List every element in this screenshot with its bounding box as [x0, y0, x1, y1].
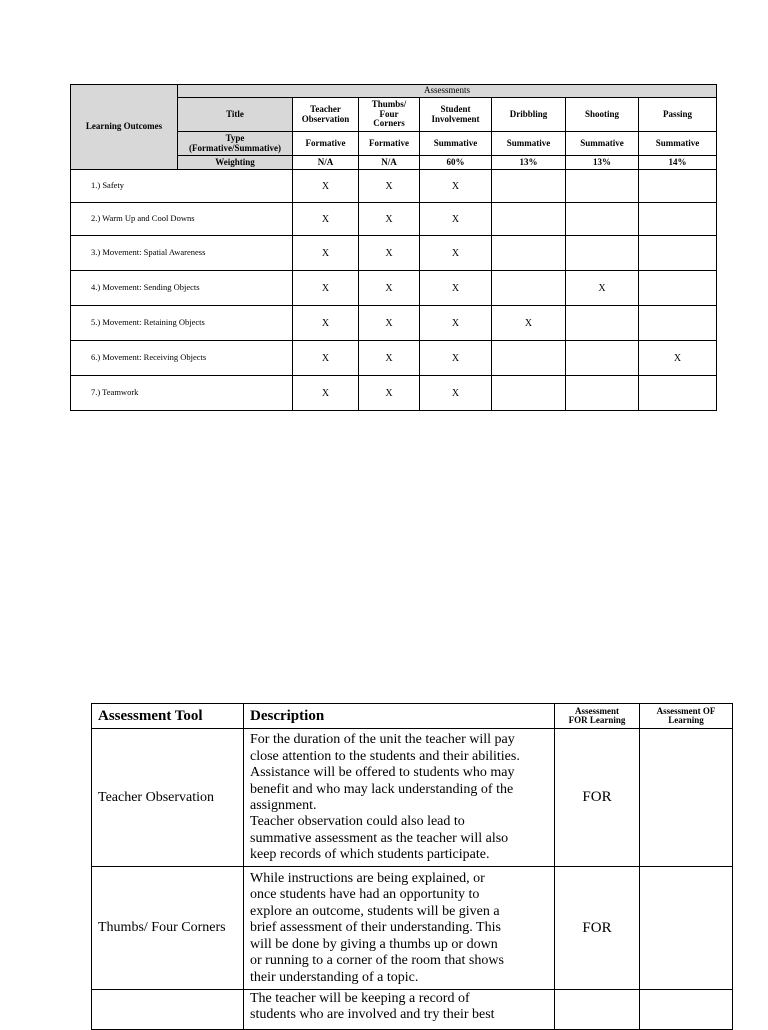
column-weighting: N/A: [359, 156, 420, 170]
assessment-mark: X: [359, 306, 420, 341]
assessment-mark: X: [359, 376, 420, 411]
assessment-mark: X: [293, 306, 359, 341]
title-row-label: Title: [178, 98, 293, 132]
of-learning-value: [640, 729, 733, 867]
assessment-mark: [639, 376, 717, 411]
assessment-mark: [639, 236, 717, 271]
assessment-mark: [639, 203, 717, 236]
column-title: Dribbling: [492, 98, 566, 132]
outcome-label: 1.) Safety: [71, 170, 293, 203]
assessment-mark: X: [293, 376, 359, 411]
outcome-label: 4.) Movement: Sending Objects: [71, 271, 293, 306]
column-type: Formative: [293, 132, 359, 156]
assessment-mark: X: [359, 271, 420, 306]
outcome-row: [71, 341, 717, 376]
assessment-mark: X: [359, 236, 420, 271]
assessment-mark: X: [420, 376, 492, 411]
assessment-mark: [492, 376, 566, 411]
of-learning-header: Assessment OF Learning: [640, 704, 733, 729]
assessment-mark: X: [420, 341, 492, 376]
column-title: Student Involvement: [420, 98, 492, 132]
assessment-tool-header: Assessment Tool: [92, 704, 244, 729]
column-weighting: N/A: [293, 156, 359, 170]
column-title: Teacher Observation: [293, 98, 359, 132]
outcome-row: [71, 236, 717, 271]
column-weighting: 13%: [566, 156, 639, 170]
description-header: Description: [244, 704, 555, 729]
column-title: Thumbs/ Four Corners: [359, 98, 420, 132]
assessment-mark: [566, 306, 639, 341]
column-type: Summative: [420, 132, 492, 156]
assessment-mark: X: [420, 170, 492, 203]
assessment-mark: [492, 203, 566, 236]
assessment-mark: [639, 271, 717, 306]
assessment-mark: [639, 170, 717, 203]
assessment-mark: X: [420, 306, 492, 341]
for-learning-value: FOR: [555, 729, 640, 867]
outcome-label: 6.) Movement: Receiving Objects: [71, 341, 293, 376]
outcome-label: 7.) Teamwork: [71, 376, 293, 411]
assessments-group-header: Assessments: [178, 85, 717, 98]
assessment-mark: X: [566, 271, 639, 306]
weighting-row-label: Weighting: [178, 156, 293, 170]
learning-outcomes-table: [70, 84, 717, 411]
column-type: Summative: [566, 132, 639, 156]
assessment-mark: X: [639, 341, 717, 376]
column-type: Summative: [492, 132, 566, 156]
outcome-label: 2.) Warm Up and Cool Downs: [71, 203, 293, 236]
column-weighting: 14%: [639, 156, 717, 170]
column-type: Formative: [359, 132, 420, 156]
assessment-mark: X: [359, 341, 420, 376]
assessment-mark: [492, 341, 566, 376]
assessment-mark: [492, 170, 566, 203]
for-learning-header: Assessment FOR Learning: [555, 704, 640, 729]
column-type: Summative: [639, 132, 717, 156]
assessment-mark: X: [293, 341, 359, 376]
tool-description: While instructions are being explained, or once students have had an opportunity to explore an outcome, students will be given a brief assessment of their understanding. This will be done by giving a thumbs up or down or running to a corner of the room that shows their understanding of a topic.: [244, 867, 555, 990]
tool-name: Thumbs/ Four Corners: [92, 867, 244, 990]
assessment-mark: [566, 170, 639, 203]
column-weighting: 13%: [492, 156, 566, 170]
assessment-mark: X: [359, 170, 420, 203]
assessment-mark: [566, 236, 639, 271]
column-weighting: 60%: [420, 156, 492, 170]
assessment-mark: X: [293, 203, 359, 236]
outcome-row: [71, 306, 717, 341]
tools-header-row: [92, 704, 733, 729]
assessment-mark: [492, 236, 566, 271]
assessment-mark: X: [492, 306, 566, 341]
of-learning-value: [640, 867, 733, 990]
assessment-mark: [566, 376, 639, 411]
outcome-label: 5.) Movement: Retaining Objects: [71, 306, 293, 341]
assessment-mark: X: [293, 170, 359, 203]
tool-row: [92, 867, 733, 990]
assessment-mark: X: [293, 271, 359, 306]
tool-row: [92, 729, 733, 867]
for-learning-value: FOR: [555, 867, 640, 990]
tool-description: For the duration of the unit the teacher will pay close attention to the students and their abilities. Assistance will be offered to students who may benefit and who may lack understanding of the assignment. Teacher observation could also lead to summative assessment as the teacher will also keep records of which students participate.: [244, 729, 555, 867]
learning-outcomes-header: Learning Outcomes: [71, 85, 178, 170]
column-title: Passing: [639, 98, 717, 132]
tool-description: The teacher will be keeping a record of students who are involved and try their best: [244, 990, 555, 1030]
assessment-mark: [566, 341, 639, 376]
assessment-mark: [639, 306, 717, 341]
assessment-tools-table: [91, 703, 733, 1030]
assessment-mark: X: [420, 203, 492, 236]
outcome-label: 3.) Movement: Spatial Awareness: [71, 236, 293, 271]
outcome-row: [71, 170, 717, 203]
outcome-row: [71, 271, 717, 306]
column-title: Shooting: [566, 98, 639, 132]
assessment-mark: [492, 271, 566, 306]
assessment-mark: X: [359, 203, 420, 236]
outcome-row: [71, 203, 717, 236]
tool-name: Teacher Observation: [92, 729, 244, 867]
outcome-row: [71, 376, 717, 411]
type-row-label: Type (Formative/Summative): [178, 132, 293, 156]
assessment-mark: X: [293, 236, 359, 271]
assessment-mark: [566, 203, 639, 236]
assessment-mark: X: [420, 271, 492, 306]
assessment-mark: X: [420, 236, 492, 271]
